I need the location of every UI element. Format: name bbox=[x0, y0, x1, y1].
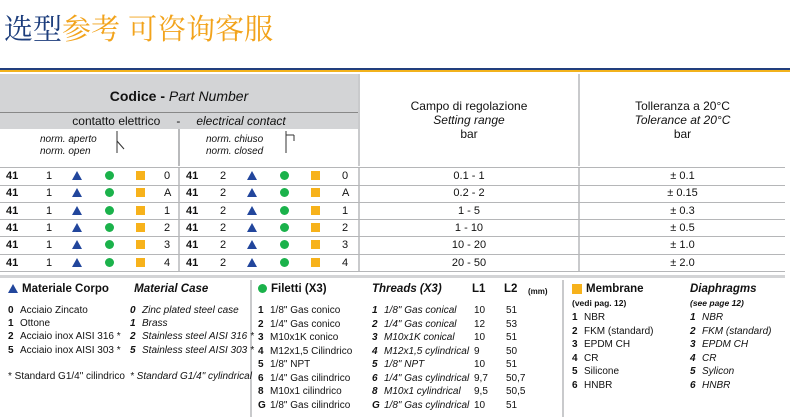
thread-code: G bbox=[258, 399, 266, 411]
thread-code: 2 bbox=[258, 318, 264, 330]
thread-name-it: M10x1K conico bbox=[270, 332, 339, 343]
triangle-icon bbox=[247, 206, 257, 215]
threads-l1-header: L1 bbox=[472, 283, 486, 295]
material-code-en: 1 bbox=[130, 318, 136, 330]
triangle-icon bbox=[8, 284, 18, 293]
table-row bbox=[0, 204, 785, 219]
threads-heading bbox=[258, 283, 558, 299]
thread-l2: 51 bbox=[506, 305, 518, 316]
row-setting-range: 1 - 10 bbox=[454, 221, 484, 234]
row-code-c: A bbox=[164, 187, 172, 200]
diaphragms-list bbox=[572, 311, 786, 392]
material-note bbox=[8, 370, 252, 383]
membrane-code: 5 bbox=[572, 366, 578, 377]
material-case-heading bbox=[8, 283, 248, 296]
material-note-en: * Standard G1/4" cylindrical bbox=[130, 370, 252, 382]
membrane-code: 3 bbox=[572, 339, 578, 350]
thread-l2: 51 bbox=[506, 359, 518, 370]
membrane-code: 1 bbox=[572, 312, 578, 323]
row-code-f: A bbox=[342, 187, 350, 200]
row-tolerance: ± 0.1 bbox=[670, 170, 695, 182]
list-item bbox=[572, 352, 786, 366]
square-icon bbox=[136, 171, 145, 180]
dot-icon bbox=[105, 240, 114, 249]
membrane-code-en: 5 bbox=[690, 366, 696, 377]
membrane-code-en: 3 bbox=[690, 339, 696, 350]
square-icon bbox=[311, 171, 320, 180]
row-tolerance: ± 1.0 bbox=[670, 239, 695, 252]
row-setting-range: 1 - 5 bbox=[457, 204, 480, 217]
dot-icon bbox=[280, 240, 289, 249]
material-code-en: 0 bbox=[130, 305, 136, 316]
membrane-name-it: HNBR bbox=[584, 379, 613, 391]
row-code-d: 41 bbox=[186, 239, 199, 252]
row-code-a: 41 bbox=[6, 256, 19, 269]
norm-open-en: norm. open bbox=[40, 146, 91, 157]
material-name-en: Stainless steel AISI 316 * bbox=[142, 331, 254, 343]
triangle-icon bbox=[247, 223, 257, 232]
material-code: 1 bbox=[8, 318, 14, 330]
membrane-title-it: Membrane bbox=[586, 283, 644, 295]
dot-icon bbox=[280, 258, 289, 267]
material-name-en: Zinc plated steel case bbox=[142, 305, 239, 316]
threads-panel bbox=[258, 283, 558, 412]
thread-code: 4 bbox=[258, 345, 264, 357]
material-name-it: Acciaio inox AISI 316 * bbox=[20, 331, 121, 343]
list-item bbox=[8, 344, 254, 357]
tolerance-header-it: Tolleranza a 20°C bbox=[635, 99, 730, 113]
membrane-code-en: 6 bbox=[690, 379, 696, 391]
dot-icon bbox=[280, 223, 289, 232]
thread-name-it: 1/8" Gas cilindrico bbox=[270, 399, 351, 411]
contact-label-en: electrical contact bbox=[196, 114, 286, 128]
row-code-a: 41 bbox=[6, 170, 19, 182]
thread-name-en: 1/8" Gas conical bbox=[384, 305, 457, 316]
threads-title-en: Threads (X3) bbox=[372, 283, 442, 295]
list-item bbox=[572, 311, 786, 325]
row-code-c: 0 bbox=[164, 170, 171, 182]
thread-name-it: M12x1,5 Cilindrico bbox=[270, 345, 353, 357]
diaphragms-ref bbox=[572, 297, 786, 311]
square-icon bbox=[311, 240, 320, 249]
membrane-code-en: 2 bbox=[690, 325, 696, 337]
open-contact-symbol-icon bbox=[114, 131, 128, 161]
material-title-en: Material Case bbox=[134, 283, 209, 295]
thread-code-en: 2 bbox=[372, 318, 378, 330]
membrane-name-en: FKM (standard) bbox=[702, 325, 772, 337]
threads-l2-header: L2 bbox=[504, 283, 518, 295]
row-code-e: 2 bbox=[220, 204, 227, 217]
triangle-icon bbox=[72, 223, 82, 232]
contact-types bbox=[0, 129, 358, 166]
row-setting-range: 10 - 20 bbox=[451, 239, 487, 252]
tolerance-header-en: Tolerance at 20°C bbox=[634, 113, 731, 127]
tolerance-header bbox=[580, 74, 785, 166]
row-code-f: 2 bbox=[342, 221, 349, 234]
material-name-it: Acciaio inox AISI 303 * bbox=[20, 344, 121, 356]
thread-code-en: 6 bbox=[372, 372, 378, 384]
membrane-name-it: EPDM CH bbox=[584, 339, 631, 350]
norm-closed-label bbox=[206, 134, 263, 158]
list-item bbox=[8, 317, 248, 330]
material-code: 0 bbox=[8, 305, 14, 316]
row-code-b: 1 bbox=[46, 170, 53, 182]
square-icon bbox=[136, 188, 145, 197]
row-code-c: 4 bbox=[164, 256, 171, 269]
row-tolerance: ± 0.3 bbox=[670, 204, 695, 217]
page-heading bbox=[4, 12, 273, 48]
dot-icon bbox=[105, 223, 114, 232]
row-code-b: 1 bbox=[46, 221, 53, 234]
row-code-e: 2 bbox=[220, 221, 227, 234]
row-code-e: 2 bbox=[220, 187, 227, 200]
row-code-c: 3 bbox=[164, 239, 171, 252]
contact-label-sep: - bbox=[176, 114, 181, 128]
row-setting-range: 0.1 - 1 bbox=[453, 170, 485, 182]
square-icon bbox=[311, 258, 320, 267]
material-note-it: * Standard G1/4" cilindrico bbox=[8, 370, 125, 382]
row-code-b: 1 bbox=[46, 187, 53, 200]
heading-rule-gold bbox=[0, 70, 790, 72]
threads-title-it: Filetti (X3) bbox=[271, 283, 327, 295]
contact-label-it: contatto elettrico bbox=[72, 114, 161, 128]
thread-name-en: 1/8" NPT bbox=[384, 359, 425, 370]
thread-name-en: M10x1 cylindrical bbox=[384, 386, 461, 397]
row-code-a: 41 bbox=[6, 239, 19, 252]
thread-code-en: 3 bbox=[372, 332, 378, 343]
codice-title-italic: Part Number bbox=[168, 88, 249, 104]
list-item bbox=[258, 318, 558, 332]
triangle-icon bbox=[247, 171, 257, 180]
thread-name-en: M10x1K conical bbox=[384, 332, 455, 343]
dot-icon bbox=[105, 188, 114, 197]
range-header-unit: bar bbox=[460, 127, 478, 141]
thread-code-en: 1 bbox=[372, 305, 378, 316]
membrane-name-en: EPDM CH bbox=[702, 339, 749, 350]
threads-list bbox=[258, 304, 558, 412]
list-item bbox=[572, 379, 786, 393]
list-item bbox=[258, 399, 558, 413]
thread-code-en: G bbox=[372, 399, 380, 411]
row-code-c: 1 bbox=[164, 204, 171, 217]
row-code-d: 41 bbox=[186, 170, 199, 182]
diaphragms-panel bbox=[572, 283, 786, 392]
contact-label bbox=[0, 114, 358, 128]
row-code-f: 3 bbox=[342, 239, 349, 252]
membrane-name-en: NBR bbox=[702, 312, 724, 323]
threads-unit: (mm) bbox=[528, 287, 548, 296]
row-code-b: 1 bbox=[46, 256, 53, 269]
list-item bbox=[572, 365, 786, 379]
thread-l1: 12 bbox=[474, 318, 486, 330]
norm-open-it: norm. aperto bbox=[40, 134, 97, 145]
row-separator bbox=[0, 167, 785, 168]
contact-divider bbox=[0, 112, 358, 113]
row-code-f: 4 bbox=[342, 256, 349, 269]
square-icon bbox=[136, 258, 145, 267]
material-title-it: Materiale Corpo bbox=[22, 283, 109, 295]
square-icon bbox=[311, 223, 320, 232]
material-name-en: Stainless steel AISI 303 * bbox=[142, 344, 254, 356]
list-item bbox=[258, 331, 558, 345]
thread-name-en: M12x1,5 cylindrical bbox=[384, 345, 470, 357]
material-code: 5 bbox=[8, 344, 14, 356]
list-item bbox=[258, 358, 558, 372]
square-icon bbox=[136, 206, 145, 215]
row-separator bbox=[0, 271, 785, 272]
table-row bbox=[0, 186, 785, 201]
membrane-code: 2 bbox=[572, 325, 578, 337]
dot-icon bbox=[258, 284, 267, 293]
material-list bbox=[8, 304, 254, 357]
norm-closed-it: norm. chiuso bbox=[206, 134, 264, 145]
square-icon bbox=[136, 240, 145, 249]
list-item bbox=[258, 372, 558, 386]
membrane-name-it: NBR bbox=[584, 312, 606, 323]
dot-icon bbox=[105, 171, 114, 180]
norm-closed-en: norm. closed bbox=[206, 146, 264, 157]
norm-open-label bbox=[40, 134, 97, 158]
material-code: 2 bbox=[8, 331, 14, 343]
legend-divider-left bbox=[0, 275, 278, 278]
thread-code: 1 bbox=[258, 305, 264, 316]
square-icon bbox=[572, 284, 582, 294]
dot-icon bbox=[105, 206, 114, 215]
thread-code-en: 4 bbox=[372, 345, 378, 357]
table-row bbox=[0, 238, 785, 253]
row-code-d: 41 bbox=[186, 204, 199, 217]
membrane-code: 4 bbox=[572, 352, 578, 364]
row-code-e: 2 bbox=[220, 170, 227, 182]
thread-code: 3 bbox=[258, 332, 264, 343]
codice-title bbox=[0, 88, 358, 104]
material-case-panel bbox=[8, 283, 254, 383]
triangle-icon bbox=[247, 240, 257, 249]
codice-title-bold: Codice - bbox=[109, 88, 169, 104]
square-icon bbox=[136, 223, 145, 232]
thread-code-en: 5 bbox=[372, 359, 378, 370]
table-row bbox=[0, 169, 785, 184]
thread-l1: 10 bbox=[474, 332, 486, 343]
membrane-name-en: HNBR bbox=[702, 379, 731, 391]
row-setting-range: 20 - 50 bbox=[451, 256, 487, 269]
heading-part2: 参考 可咨询客服 bbox=[62, 14, 274, 46]
contact-types-divider bbox=[178, 129, 180, 166]
triangle-icon bbox=[72, 171, 82, 180]
thread-l1: 9,5 bbox=[474, 386, 488, 397]
material-name-it: Acciaio Zincato bbox=[20, 305, 88, 316]
triangle-icon bbox=[72, 240, 82, 249]
thread-l1: 10 bbox=[474, 305, 486, 316]
material-code-en: 5 bbox=[130, 344, 136, 356]
list-item bbox=[572, 338, 786, 352]
thread-name-en: 1/4" Gas cylindrical bbox=[384, 372, 470, 384]
setting-range-header bbox=[360, 74, 578, 166]
row-code-a: 41 bbox=[6, 187, 19, 200]
legend-divider-2 bbox=[562, 280, 564, 417]
row-code-c: 2 bbox=[164, 221, 171, 234]
thread-l1: 10 bbox=[474, 359, 486, 370]
row-code-a: 41 bbox=[6, 204, 19, 217]
row-code-f: 0 bbox=[342, 170, 349, 182]
thread-name-it: 1/8" Gas conico bbox=[270, 305, 341, 316]
membrane-code-en: 1 bbox=[690, 312, 696, 323]
thread-code: 6 bbox=[258, 372, 264, 384]
row-code-d: 41 bbox=[186, 221, 199, 234]
table-row bbox=[0, 256, 785, 271]
membrane-name-en: Sylicon bbox=[702, 366, 735, 377]
part-number-table bbox=[0, 74, 785, 272]
dot-icon bbox=[280, 188, 289, 197]
material-name-it: Ottone bbox=[20, 318, 51, 330]
row-code-f: 1 bbox=[342, 204, 349, 217]
thread-l2: 50,5 bbox=[506, 386, 526, 397]
thread-name-it: 1/4" Gas conico bbox=[270, 318, 341, 330]
list-item bbox=[258, 304, 558, 318]
thread-l1: 9,7 bbox=[474, 372, 488, 384]
tolerance-header-unit: bar bbox=[673, 127, 692, 141]
thread-name-it: 1/8" NPT bbox=[270, 359, 311, 370]
triangle-icon bbox=[247, 258, 257, 267]
list-item bbox=[572, 325, 786, 339]
membrane-name-it: FKM (standard) bbox=[584, 325, 654, 337]
dot-icon bbox=[280, 171, 289, 180]
range-header-it: Campo di regolazione bbox=[410, 99, 528, 113]
dot-icon bbox=[280, 206, 289, 215]
thread-l1: 10 bbox=[474, 399, 486, 411]
legend-divider-right bbox=[250, 275, 785, 278]
row-setting-range: 0.2 - 2 bbox=[453, 187, 485, 200]
thread-l2: 50,7 bbox=[506, 372, 526, 384]
row-tolerance: ± 0.15 bbox=[667, 187, 698, 200]
row-code-e: 2 bbox=[220, 256, 227, 269]
row-tolerance: ± 2.0 bbox=[670, 256, 695, 269]
thread-code: 5 bbox=[258, 359, 264, 370]
row-code-b: 1 bbox=[46, 204, 53, 217]
table-row bbox=[0, 221, 785, 236]
list-item bbox=[8, 330, 254, 343]
material-name-en: Brass bbox=[142, 318, 168, 330]
thread-code: 8 bbox=[258, 386, 264, 397]
row-code-a: 41 bbox=[6, 221, 19, 234]
membrane-title-en: Diaphragms bbox=[690, 283, 757, 295]
closed-contact-symbol-icon bbox=[282, 131, 298, 161]
row-code-d: 41 bbox=[186, 187, 199, 200]
row-code-b: 1 bbox=[46, 239, 53, 252]
row-tolerance: ± 0.5 bbox=[670, 221, 695, 234]
square-icon bbox=[311, 206, 320, 215]
membrane-code: 6 bbox=[572, 379, 578, 391]
thread-name-it: 1/4" Gas cilindrico bbox=[270, 372, 351, 384]
row-code-d: 41 bbox=[186, 256, 199, 269]
triangle-icon bbox=[72, 206, 82, 215]
thread-name-en: 1/8" Gas cylindrical bbox=[384, 399, 470, 411]
range-header-en: Setting range bbox=[433, 113, 505, 127]
list-item bbox=[8, 304, 248, 317]
diaphragms-heading bbox=[572, 283, 786, 297]
list-item bbox=[258, 385, 558, 399]
material-code-en: 2 bbox=[130, 331, 136, 343]
membrane-name-it: CR bbox=[584, 352, 599, 364]
thread-name-it: M10x1 cilindrico bbox=[270, 386, 342, 397]
row-code-e: 2 bbox=[220, 239, 227, 252]
heading-part1: 选型 bbox=[4, 14, 63, 46]
thread-name-en: 1/4" Gas conical bbox=[384, 318, 457, 330]
list-item bbox=[258, 345, 558, 359]
triangle-icon bbox=[72, 188, 82, 197]
membrane-ref-en: (see page 12) bbox=[690, 298, 744, 308]
triangle-icon bbox=[72, 258, 82, 267]
thread-l2: 50 bbox=[506, 345, 518, 357]
membrane-code-en: 4 bbox=[690, 352, 696, 364]
membrane-name-it: Silicone bbox=[584, 366, 620, 377]
square-icon bbox=[311, 188, 320, 197]
thread-code-en: 8 bbox=[372, 386, 378, 397]
thread-l1: 9 bbox=[474, 345, 480, 357]
dot-icon bbox=[105, 258, 114, 267]
thread-l2: 51 bbox=[506, 332, 518, 343]
membrane-ref-it: (vedi pag. 12) bbox=[572, 298, 627, 308]
membrane-name-en: CR bbox=[702, 352, 717, 364]
triangle-icon bbox=[247, 188, 257, 197]
thread-l2: 51 bbox=[506, 399, 518, 411]
thread-l2: 53 bbox=[506, 318, 518, 330]
